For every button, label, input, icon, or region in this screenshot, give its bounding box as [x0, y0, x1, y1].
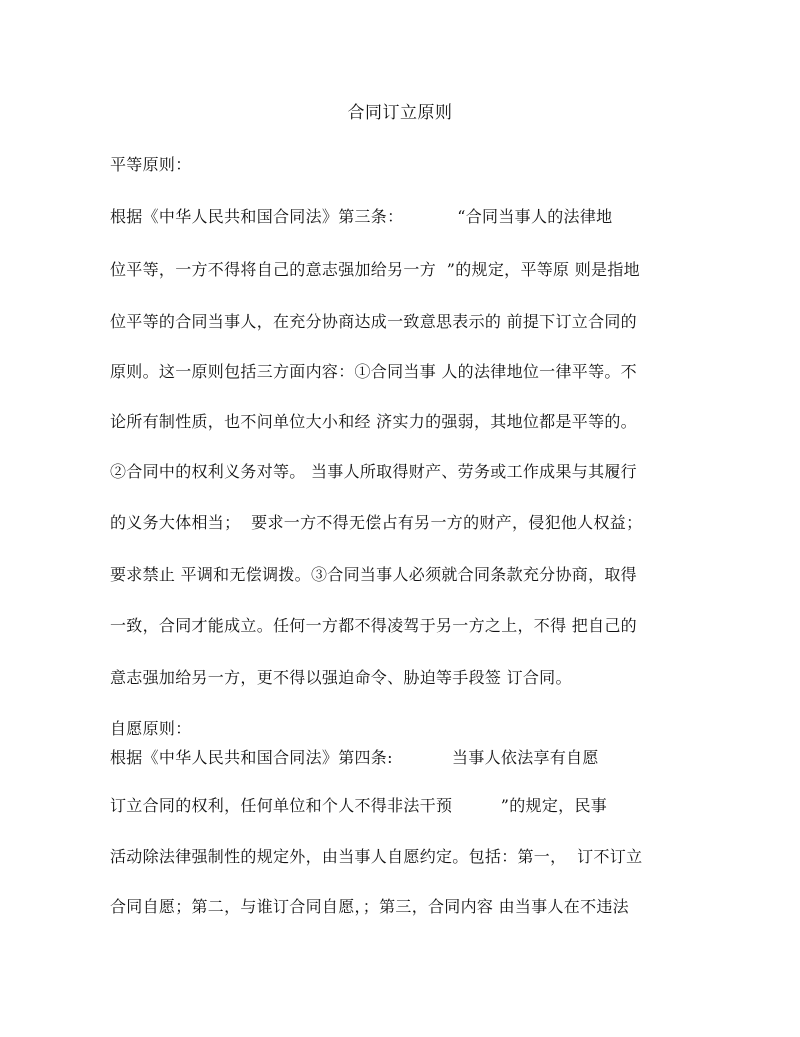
- paragraph-line: 订立合同的权利，任何单位和个人不得非法干预 ”的规定，民事: [110, 796, 608, 815]
- paragraph-line: 位平等的合同当事人，在充分协商达成一致意思表示的 前提下订立合同的: [110, 312, 637, 331]
- paragraph-line: 位平等，一方不得将自己的意志强加给另一方 ”的规定，平等原 则是指地: [110, 260, 640, 279]
- paragraph-line: 一致，合同才能成立。任何一方都不得凌驾于另一方之上，不得 把自己的: [110, 616, 637, 635]
- section-heading-equality: 平等原则：: [110, 155, 192, 174]
- paragraph-line: 合同自愿；第二，与谁订合同自愿，；第三，合同内容 由当事人在不违法: [110, 897, 629, 916]
- paragraph-line: 原则。这一原则包括三方面内容：①合同当事 人的法律地位一律平等。不: [110, 362, 637, 381]
- paragraph-line: 的义务大体相当； 要求一方不得无偿占有另一方的财产，侵犯他人权益；: [110, 513, 643, 532]
- paragraph-line: 要求禁止 平调和无偿调拨。③合同当事人必须就合同条款充分协商，取得: [110, 565, 637, 584]
- paragraph-line: 意志强加给另一方，更不得以强迫命令、胁迫等手段签 订合同。: [110, 668, 572, 687]
- paragraph-line: 论所有制性质，也不问单位大小和经 济实力的强弱，其地位都是平等的。: [110, 412, 637, 431]
- section-heading-voluntariness: 自愿原则：: [110, 719, 192, 738]
- paragraph-line: ②合同中的权利义务对等。 当事人所取得财产、劳务或工作成果与其履行: [110, 462, 637, 481]
- paragraph-line: 根据《中华人民共和国合同法》第三条： “合同当事人的法律地: [110, 207, 613, 226]
- paragraph-line: 活动除法律强制性的规定外，由当事人自愿约定。包括：第一， 订不订立: [110, 847, 643, 866]
- paragraph-line: 根据《中华人民共和国合同法》第四条: 当事人依法享有自愿: [110, 748, 599, 767]
- document-title: 合同订立原则: [347, 103, 453, 123]
